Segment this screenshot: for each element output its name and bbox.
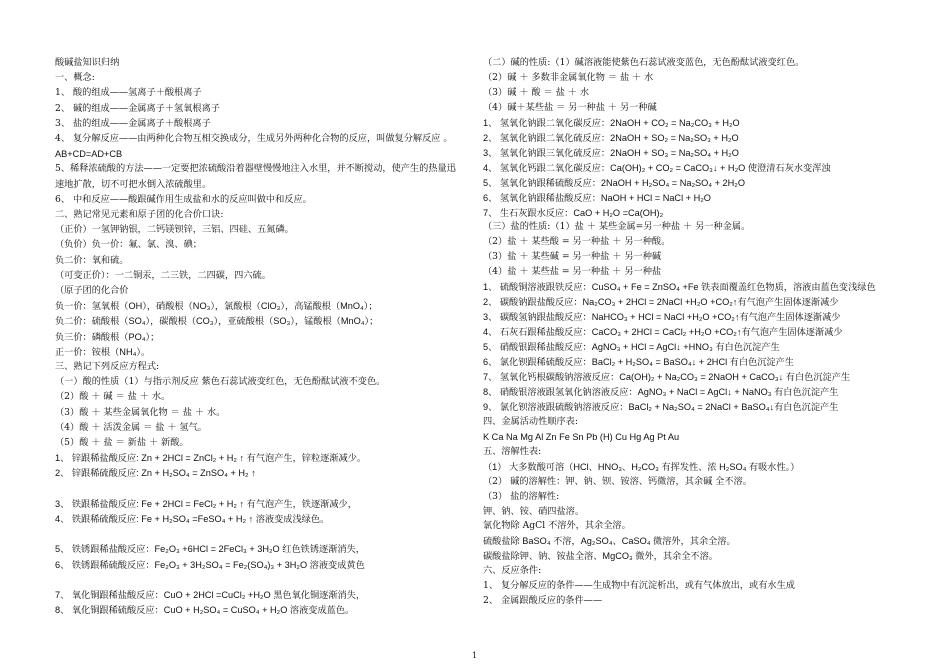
left-line: 5、稀释浓硫酸的方法——一定要把浓硫酸沿着器壁慢慢地注入水里，并不断搅动，使产生的热量迅 [55, 163, 456, 175]
left-line: 二、熟记常见元素和原子团的化合价口诀: [55, 209, 224, 220]
left-line: 负一价：氢氧根（OH），硝酸根（NO₃），氯酸根（ClO₃），高锰酸根（MnO₄）； [55, 301, 378, 312]
left-line: 6、 中和反应——酸跟碱作用生成盐和水的反应叫做中和反应。 [55, 193, 312, 205]
left-line: 三、熟记下列反应方程式: [55, 361, 160, 372]
left-line: （原子团的化合价 [55, 285, 129, 296]
right-line: （三）盐的性质:（1）盐 ＋ 某些金属=另一种盐 ＋ 另一种金属。 [483, 221, 751, 233]
right-line: （二）碱的性质:（1）碱溶液能使紫色石蕊试液变蓝色，无色酚酞试液变红色。 [483, 57, 805, 68]
right-line: 4、 氢氧化钙跟二氧化碳反应：Ca(OH)₂ + CO₂ = CaCO₃↓ + H₂O 使澄清石灰水变浑浊 [483, 162, 831, 173]
right-line: 碳酸盐除钾、钠、铵盐全溶、MgCO₃ 微外，其余全不溶。 [483, 551, 718, 562]
left-line: 4、 复分解反应——由两种化合物互相交换成分，生成另外两种化合物的反应，叫做复分解反应 。 [55, 133, 453, 144]
right-line: 7、 生石灰跟水反应：CaO + H₂O =Ca(OH)₂ [483, 207, 664, 218]
right-line: （3） 盐的溶解性: [483, 490, 560, 502]
left-line: 5、 铁锈跟稀盐酸反应：Fe₂O₃ +6HCl = 2FeCl₃ + 3H₂O 红色铁锈逐渐消失， [55, 544, 365, 555]
page-number: 1 [472, 651, 478, 660]
right-line: 2、 氢氧化钠跟二氧化硫反应：2NaOH + SO₂ = Na₂SO₃ + H₂O [483, 132, 739, 143]
left-line: 负二价：氧和硫。 [55, 254, 129, 266]
right-line: （4）碱＋某些盐 ＝ 另一种盐 ＋ 另一种碱 [483, 101, 657, 113]
right-line: 氯化物除 AgCl 不溶外，其余全溶。 [483, 520, 631, 532]
right-line: 五、溶解性表: [483, 445, 542, 457]
right-line: （3）碱 ＋ 酸 ＝ 盐 ＋ 水 [483, 86, 590, 98]
left-line: （正价）一氢钾钠银，二钙镁钡锌，三铝、四硅、五氮磷。 [55, 224, 294, 236]
right-line: 1、 复分解反应的条件——生成物中有沉淀析出，或有气体放出，或有水生成 [483, 580, 795, 592]
right-line: 2、 金属跟酸反应的条件—— [483, 595, 603, 607]
left-line: （5）酸 ＋ 盐 ＝ 新盐 ＋ 新酸。 [55, 437, 189, 448]
right-line: 1、 氢氧化钠跟二氧化碳反应：2NaOH + CO₂ = Na₂CO₃ + H₂O [483, 117, 740, 128]
left-line: （2）酸 ＋ 碱 ＝ 盐 ＋ 水。 [55, 391, 171, 403]
left-line: AB+CD=AD+CB [55, 149, 123, 160]
left-line: 3、 铁跟稀盐酸反应: Fe + 2HCl = FeCl₂ + H₂ ↑ 有气泡产生，铁逐渐减少， [55, 498, 357, 509]
left-line: 7、 氧化铜跟稀盐酸反应：CuO + 2HCl =CuCl₂ +H₂O 黑色氧化铜逐渐消失， [55, 590, 366, 600]
right-line: （2） 碱的溶解性：钾、钠、钡、铵溶、钙微溶，其余碱 全不溶。 [483, 475, 752, 487]
left-line: 一、概念: [55, 72, 95, 84]
right-line: K Ca Na Mg Al Zn Fe Sn Pb (H) Cu Hg Ag Pt Au [483, 431, 680, 442]
left-line: （负价）负一价：氟、氯、溴、碘； [55, 239, 202, 251]
right-line: 1、 硫酸铜溶液跟铁反应：CuSO₄ + Fe = ZnSO₄ +Fe 铁表面覆盖红色物质，溶液由蓝色变浅绿色 [483, 282, 876, 293]
right-line: 7、 氢氧化钙根碳酸钠溶液反应：Ca(OH)₂ + Na₂CO₃ = 2NaOH + CaCO₃↓ 有白色沉淀产生 [483, 371, 851, 382]
left-line: 正一价：铵根（NH₄）。 [55, 346, 151, 357]
left-line: 4、 铁跟稀硫酸反应: Fe + H₂SO₄ =FeSO₄ + H₂ ↑ 溶液变成浅绿色。 [55, 514, 330, 524]
left-line: （3）酸 ＋ 某些金属氧化物 ＝ 盐 ＋ 水。 [55, 406, 226, 418]
left-line: 2、 碱的组成——金属离子＋氢氧根离子 [55, 102, 220, 114]
right-line: 3、 碳酸氢钠跟盐酸反应：NaHCO₃ + HCl = NaCl +H₂O +CO₂↑有气泡产生固体逐渐减少 [483, 312, 841, 323]
right-line: 2、 碳酸钠跟盐酸反应：Na₂CO₃ + 2HCl = 2NaCl +H₂O +CO₂↑有气泡产生固体逐渐减少 [483, 297, 839, 308]
right-line: 6、 氯化钡跟稀硫酸反应：BaCl₂ + H₂SO₄ = BaSO₄↓ + 2HCl 有白色沉淀产生 [483, 357, 794, 367]
right-line: 9、 氯化钡溶液跟硫酸钠溶液反应：BaCl₂ + Na₂SO₄ = 2NaCl + BaSO₄↓有白色沉淀产生 [483, 401, 839, 412]
right-line: 四、金属活动性顺序表: [483, 415, 578, 427]
right-line: 六、反应条件: [483, 565, 542, 577]
left-line: （4）酸 ＋ 活泼金属 ＝ 盐 ＋ 氢气。 [55, 421, 207, 433]
right-line: （2）盐 ＋ 某些酸 = 另一种盐 ＋ 另一种酸。 [483, 236, 671, 248]
left-line: （可变正价）：一二铜汞，二三铁，二四碳，四六硫。 [55, 269, 271, 281]
left-line: 6、 铁锈跟稀硫酸反应：Fe₂O₃ + 3H₂SO₄ = Fe₂(SO₄)₃ + 3H₂O 溶液变成黄色 [55, 559, 365, 570]
left-line: 8、 氧化铜跟稀硫酸反应：CuO + H₂SO₄ = CuSO₄ + H₂O 溶液变成蓝色。 [55, 605, 355, 616]
left-line: 1、 锌跟稀盐酸反应: Zn + 2HCl = ZnCl₂ + H₂ ↑ 有气泡产生，锌粒逐渐减少。 [55, 453, 367, 464]
right-line: 3、 氢氧化钠跟三氧化硫反应：2NaOH + SO₃ = Na₂SO₄ + H₂O [483, 147, 739, 158]
right-line: 硫酸盐除 BaSO₄ 不溶，Ag₂SO₄、CaSO₄ 微溶外，其余全溶。 [483, 536, 736, 547]
left-line: 酸碱盐知识归纳 [55, 57, 120, 68]
right-line: 5、 氢氧化钠跟稀硫酸反应：2NaOH + H₂SO₄ = Na₂SO₄ + 2H₂O [483, 177, 745, 188]
right-line: 4、 石灰石跟稀盐酸反应：CaCO₃ + 2HCl = CaCl₂ +H₂O +CO₂↑有气泡产生固体逐渐减少 [483, 327, 843, 338]
right-line: 6、 氢氧化钠跟稀盐酸反应：NaOH + HCl = NaCl + H₂O [483, 192, 711, 203]
left-line: 2、 锌跟稀硫酸反应: Zn + H₂SO₄ = ZnSO₄ + H₂ ↑ [55, 468, 256, 479]
right-line: （4）盐 ＋ 某些盐 = 另一种盐 ＋ 另一种盐 [483, 266, 662, 278]
right-line: （3）盐 ＋ 某些碱 = 另一种盐 ＋ 另一种碱 [483, 251, 662, 263]
right-line: 5、 硝酸银跟稀盐酸反应：AgNO₃ + HCl = AgCl↓ +HNO₃ 有白色沉淀产生 [483, 342, 780, 353]
right-line: 钾、钠、铵、硝四盐溶。 [483, 505, 585, 517]
right-line: 8、 硝酸银溶液跟氢氧化钠溶液反应：AgNO₃ + NaCl = AgCl↓ + NaNO₃ 有白色沉淀产生 [483, 386, 839, 397]
right-line: （1） 大多数酸可溶（HCl、HNO₃、H₂CO₃ 有挥发性、浓 H₂SO₄ 有吸水性。） [483, 461, 800, 472]
left-line: 3、 盐的组成——金属离子＋酸根离子 [55, 117, 211, 129]
left-line: 负二价：硫酸根（SO₄），碳酸根（CO₃），亚硫酸根（SO₃），锰酸根（MnO₄）； [55, 316, 379, 327]
right-line: （2）碱 ＋ 多数非金属氧化物 ＝ 盐 ＋ 水 [483, 71, 654, 83]
left-line: 负三价：磷酸根（PO₄）； [55, 331, 160, 342]
left-line: （一）酸的性质（1）与指示剂反应 紫色石蕊试液变红色，无色酚酞试液不变色。 [55, 376, 386, 388]
left-line: 速地扩散，切不可把水倒入浓硫酸里。 [55, 178, 212, 190]
left-line: 1、 酸的组成——氢离子＋酸根离子 [55, 87, 202, 99]
